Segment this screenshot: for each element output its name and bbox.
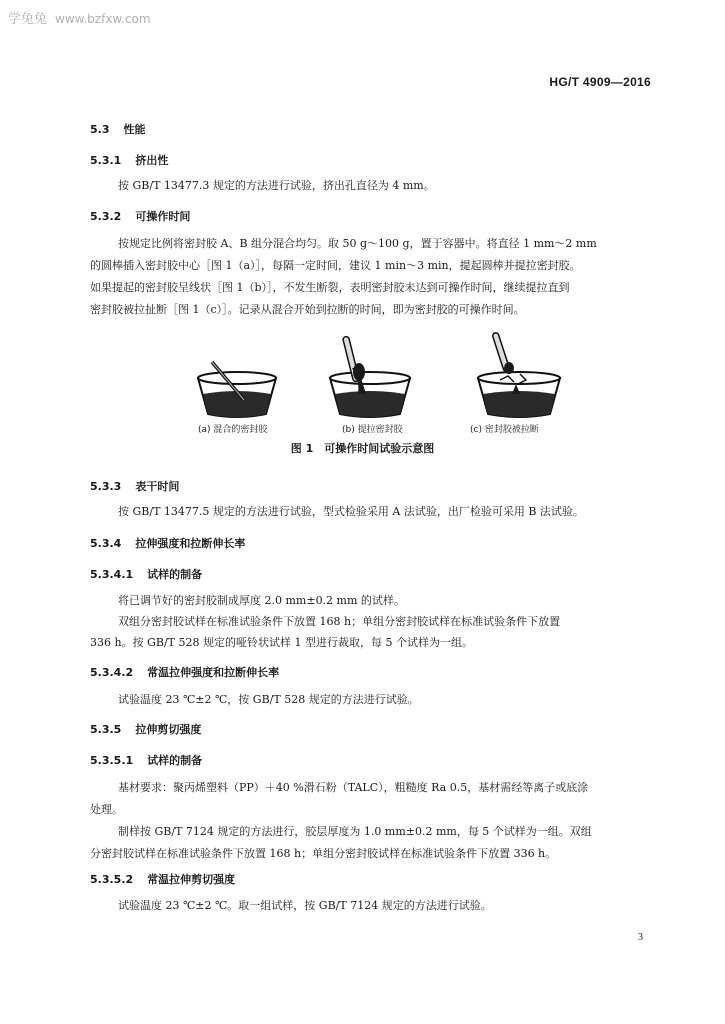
paragraph-5-3-4-1-line2: 双组分密封胶试样在标准试验条件下放置 168 h；单组分密封胶试样在标准试验条件下放置 <box>118 615 561 628</box>
paragraph-5-3-2-line4: 密封胶被拉扯断［图 1（c）］。记录从混合开始到拉断的时间，即为密封胶的可操作时间。 <box>90 303 525 316</box>
paragraph-5-3-4-1-line1: 将已调节好的密封胶制成厚度 2.0 mm±0.2 mm 的试样。 <box>118 594 405 607</box>
beaker-a-illustration <box>198 362 276 417</box>
watermark-url: www.bzfxw.com <box>55 12 151 26</box>
heading-5-3-2: 5.3.2 可操作时间 <box>90 210 191 223</box>
paragraph-5-3-2-line3: 如果提起的密封胶呈线状［图 1（b）］，不发生断裂，表明密封胶未达到可操作时间，继续提拉直到 <box>90 281 570 294</box>
page-number: 3 <box>638 932 643 943</box>
paragraph-5-3-5-1-line4: 分密封胶试样在标准试验条件下放置 168 h；单组分密封胶试样在标准试验条件下放置 336 h。 <box>90 847 557 860</box>
paragraph-5-3-5-2: 试验温度 23 ℃±2 ℃。取一组试样，按 GB/T 7124 规定的方法进行试验。 <box>118 899 492 912</box>
heading-5-3-4-2: 5.3.4.2 常温拉伸强度和拉断伸长率 <box>90 666 280 679</box>
paragraph-5-3-5-1-line2: 处理。 <box>90 803 123 816</box>
watermark <box>8 8 151 27</box>
heading-5-3-5-2: 5.3.5.2 常温拉伸剪切强度 <box>90 873 236 886</box>
heading-5-3-3: 5.3.3 表干时间 <box>90 480 180 493</box>
heading-5-3-4-1: 5.3.4.1 试样的制备 <box>90 568 203 581</box>
heading-5-3: 5.3 性能 <box>90 123 146 136</box>
paragraph-5-3-4-2: 试验温度 23 ℃±2 ℃，按 GB/T 528 规定的方法进行试验。 <box>118 693 419 706</box>
beaker-c-illustration <box>478 332 560 417</box>
paragraph-5-3-2-line1: 按规定比例将密封胶 A、B 组分混合均匀。取 50 g～100 g，置于容器中。将直径 1 mm～2 mm <box>118 237 597 250</box>
paragraph-5-3-5-1-line3: 制样按 GB/T 7124 规定的方法进行，胶层厚度为 1.0 mm±0.2 mm，每 5 个试样为一组。双组 <box>118 825 592 838</box>
paragraph-5-3-5-1-line1: 基材要求：聚丙烯塑料（PP）＋40 %滑石粉（TALC），粗糙度 Ra 0.5，基材需经等离子或底涂 <box>118 781 589 794</box>
figure-caption-a: (a) 混合的密封胶 <box>198 425 268 435</box>
heading-5-3-4: 5.3.4 拉伸强度和拉断伸长率 <box>90 537 246 550</box>
paragraph-5-3-3: 按 GB/T 13477.5 规定的方法进行试验，型式检验采用 A 法试验，出厂检验可采用 B 法试验。 <box>118 505 584 518</box>
figure-caption-b: (b) 提拉密封胶 <box>342 425 403 435</box>
paragraph-5-3-1: 按 GB/T 13477.3 规定的方法进行试验，挤出孔直径为 4 mm。 <box>118 179 435 192</box>
figure-caption-c: (c) 密封胶被拉断 <box>470 425 539 435</box>
heading-5-3-5-1: 5.3.5.1 试样的制备 <box>90 754 203 767</box>
figure-1-title: 图 1 可操作时间试验示意图 <box>290 442 435 455</box>
heading-5-3-5: 5.3.5 拉伸剪切强度 <box>90 723 202 736</box>
heading-5-3-1: 5.3.1 挤出性 <box>90 154 169 167</box>
watermark-brand: 学兔兔 <box>8 12 48 27</box>
paragraph-5-3-4-1-line3: 336 h。按 GB/T 528 规定的哑铃状试样 1 型进行裁取，每 5 个试样为一组。 <box>90 636 473 649</box>
standard-code: HG/T 4909—2016 <box>549 75 651 89</box>
paragraph-5-3-2-line2: 的圆棒插入密封胶中心［图 1（a）］，每隔一定时间，建议 1 min～3 min，提起圆棒并提拉密封胶。 <box>90 259 581 272</box>
beaker-b-illustration <box>330 336 410 417</box>
figure-1-illustration <box>0 328 725 458</box>
